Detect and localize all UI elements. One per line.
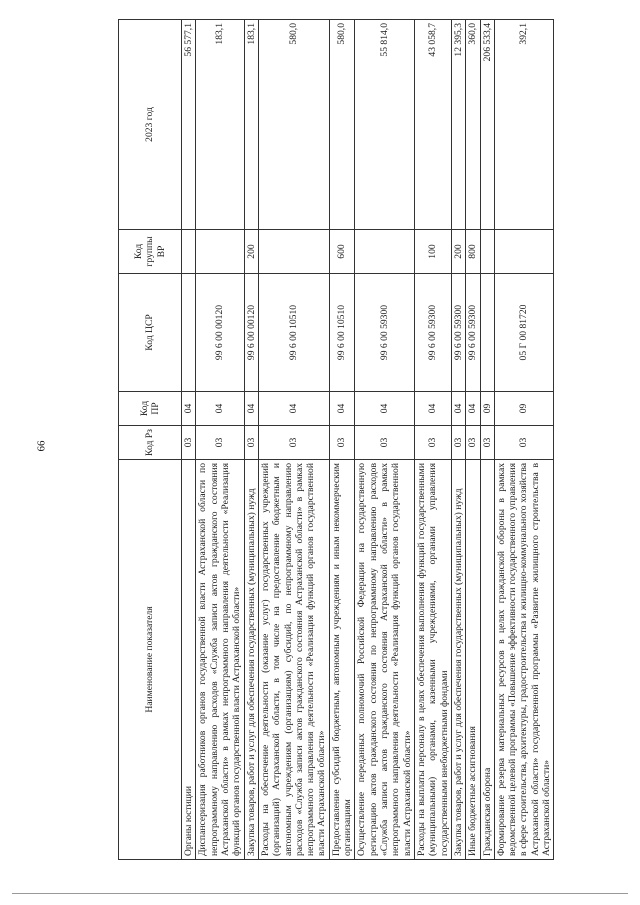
row-pr: 04 xyxy=(258,392,329,426)
table-row xyxy=(244,20,258,860)
row-value: 206 533,4 xyxy=(480,20,494,230)
row-rz: 03 xyxy=(196,426,244,460)
row-rz: 03 xyxy=(182,426,196,460)
row-pr: 04 xyxy=(244,392,258,426)
row-csr: 99 6 00 00120 xyxy=(244,274,258,392)
row-pr: 04 xyxy=(451,392,465,426)
row-name: Закупка товаров, работ и услуг для обеспечения государственных (муниципальных) нужд xyxy=(451,460,465,860)
row-value: 392,1 xyxy=(494,20,554,230)
header-name: Наименование показателя xyxy=(119,460,182,860)
row-pr: 04 xyxy=(329,392,355,426)
row-name: Органы юстиции xyxy=(182,460,196,860)
bottom-rule xyxy=(12,893,628,894)
row-pr: 04 xyxy=(466,392,480,426)
row-vr: 200 xyxy=(244,230,258,274)
row-csr: 99 6 00 59300 xyxy=(355,274,415,392)
row-rz: 03 xyxy=(466,426,480,460)
table-row xyxy=(466,20,480,860)
row-rz: 03 xyxy=(329,426,355,460)
row-pr: 04 xyxy=(355,392,415,426)
header-pr: Код ПР xyxy=(119,392,182,426)
row-vr: 200 xyxy=(451,230,465,274)
row-rz: 03 xyxy=(451,426,465,460)
row-csr: 05 Г 00 81720 xyxy=(494,274,554,392)
row-value: 580,0 xyxy=(329,20,355,230)
row-csr: 99 6 00 59300 xyxy=(414,274,451,392)
row-vr xyxy=(494,230,554,274)
row-rz: 03 xyxy=(480,426,494,460)
row-vr xyxy=(196,230,244,274)
row-value: 12 395,3 xyxy=(451,20,465,230)
page-number: 66 xyxy=(35,440,48,452)
budget-table xyxy=(118,19,554,860)
table-row xyxy=(196,20,244,860)
row-name: Формирование резерва материальных ресурсов в целях гражданской обороны в рамках ведомственной целевой программы «Повышение эффективности государственного управления в сфере строительства, архитектуры, градостроительства и жилищно-коммунального хозяйства Астраханской области» государственной программы «Развитие жилищного строительства в Астраханской области» xyxy=(494,460,554,860)
row-name: Расходы на выплаты персоналу в целях обеспечения выполнения функций государственными (муниципальными) органами, казенными учреждениями, органами управления государственными внебюджетными фондами xyxy=(414,460,451,860)
table-row xyxy=(182,20,196,860)
row-value: 360,0 xyxy=(466,20,480,230)
row-rz: 03 xyxy=(355,426,415,460)
table-row xyxy=(414,20,451,860)
row-csr xyxy=(182,274,196,392)
row-vr xyxy=(355,230,415,274)
header-year: 2023 год xyxy=(119,20,182,230)
row-rz: 03 xyxy=(494,426,554,460)
row-pr: 04 xyxy=(196,392,244,426)
row-csr: 99 6 00 00120 xyxy=(196,274,244,392)
row-pr: 04 xyxy=(182,392,196,426)
row-value: 183,1 xyxy=(244,20,258,230)
header-rz: Код Рз xyxy=(119,426,182,460)
row-rz: 03 xyxy=(244,426,258,460)
table-row xyxy=(355,20,415,860)
row-name: Закупка товаров, работ и услуг для обеспечения государственных (муниципальных) нужд xyxy=(244,460,258,860)
row-vr: 600 xyxy=(329,230,355,274)
row-pr: 09 xyxy=(480,392,494,426)
rotated-page-content xyxy=(118,20,613,860)
row-csr: 99 6 00 59300 xyxy=(451,274,465,392)
row-name: Иные бюджетные ассигнования xyxy=(466,460,480,860)
row-value: 43 058,7 xyxy=(414,20,451,230)
table-row xyxy=(451,20,465,860)
row-vr xyxy=(258,230,329,274)
row-vr: 100 xyxy=(414,230,451,274)
row-rz: 03 xyxy=(258,426,329,460)
row-pr: 04 xyxy=(414,392,451,426)
row-name: Гражданская оборона xyxy=(480,460,494,860)
row-vr xyxy=(182,230,196,274)
row-name: Осуществление переданных полномочий Российской Федерации на государственную регистрацию актов гражданского состояния по непрограммному направлению расходов «Служба записи актов гражданского состояния Астраханской области» в рамках непрограммного направления деятельности «Реализация функций органов государственной власти Астраханской области» xyxy=(355,460,415,860)
row-csr: 99 6 00 59300 xyxy=(466,274,480,392)
table-row xyxy=(494,20,554,860)
row-value: 183,1 xyxy=(196,20,244,230)
row-name: Расходы на обеспечение деятельности (оказание услуг) государственных учреждений (организаций) Астраханской области, в том числе на предоставление бюджетным и автономным учреждениям (организациям) субсидий, по непрограммному направлению расходов «Служба записи актов гражданского состояния Астраханской области» в рамках непрограммного направления деятельности «Реализация функций органов государственной власти Астраханской области» xyxy=(258,460,329,860)
table-header-row xyxy=(119,20,182,860)
row-csr: 99 6 00 10510 xyxy=(329,274,355,392)
header-vr: Код группы ВР xyxy=(119,230,182,274)
row-vr xyxy=(480,230,494,274)
row-csr: 99 6 00 10510 xyxy=(258,274,329,392)
row-value: 55 814,0 xyxy=(355,20,415,230)
row-name: Предоставление субсидий бюджетным, автономным учреждениям и иным некоммерческим организациям xyxy=(329,460,355,860)
row-pr: 09 xyxy=(494,392,554,426)
table-row xyxy=(329,20,355,860)
header-csr: Код ЦСР xyxy=(119,274,182,392)
row-value: 580,0 xyxy=(258,20,329,230)
row-csr xyxy=(480,274,494,392)
table-row xyxy=(480,20,494,860)
row-rz: 03 xyxy=(414,426,451,460)
row-value: 56 577,1 xyxy=(182,20,196,230)
row-name: Диспансеризация работников органов государственной власти Астраханской области по непрограммному направлению расходов «Служба записи актов гражданского состояния Астраханской области» в рамках непрограммного направления деятельности «Реализация функций органов государственной власти Астраханской области» xyxy=(196,460,244,860)
row-vr: 800 xyxy=(466,230,480,274)
table-row xyxy=(258,20,329,860)
